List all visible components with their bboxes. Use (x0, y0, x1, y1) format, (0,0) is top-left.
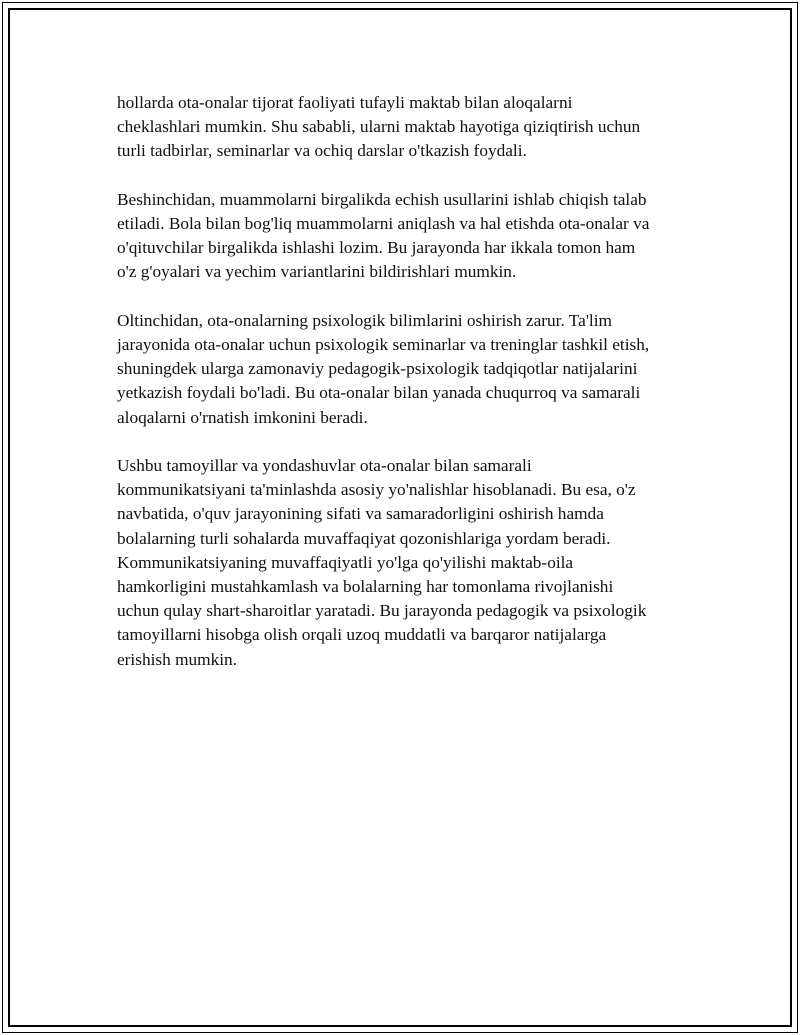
paragraph-continuation: hollarda ota-onalar tijorat faoliyati tufayli maktab bilan aloqalarni cheklashlari mumkin. Shu sababli, ularni maktab hayotiga qiziqtirish uchun turli tadbirlar, seminarlar va ochiq darslar o'tkazish foydali. (117, 93, 641, 161)
paragraph-sixth-principle: Oltinchidan, ota-onalarning psixologik bilimlarini oshirish zarur. Ta'lim jarayonida ota-onalar uchun psixologik seminarlar va treninglar tashkil etish, shuningdek ularga zamonaviy pedagogik-psixologik tadqiqotlar natijalarini yetkazish foydali bo'ladi. Bu ota-onalar bilan yanada chuqurroq va samarali aloqalarni o'rnatish imkonini beradi. (117, 310, 650, 427)
document-body (117, 91, 692, 696)
paragraph-conclusion: Ushbu tamoyillar va yondashuvlar ota-onalar bilan samarali kommunikatsiyani ta'minlashda asosiy yo'nalishlar hisoblanadi. Bu esa, o'z navbatida, o'quv jarayonining sifati va samaradorligini oshirish hamda bolalarning turli sohalarda muvaffaqiyat qozonishlariga yordam beradi. Kommunikatsiyaning muvaffaqiyatli yo'lga qo'yilishi maktab-oila hamkorligini mustahkamlash va bolalarning har tomonlama rivojlanishi uchun qulay shart-sharoitlar yaratadi. Bu jarayonda pedagogik va psixologik tamoyillarni hisobga olish orqali uzoq muddatli va barqaror natijalarga erishish mumkin. (117, 456, 647, 669)
paragraph-fifth-principle: Beshinchidan, muammolarni birgalikda echish usullarini ishlab chiqish talab etiladi. Bola bilan bog'liq muammolarni aniqlash va hal etishda ota-onalar va o'qituvchilar birgalikda ishlashi lozim. Bu jarayonda har ikkala tomon ham o'z g'oyalari va yechim variantlarini bildirishlari mumkin. (117, 189, 650, 282)
